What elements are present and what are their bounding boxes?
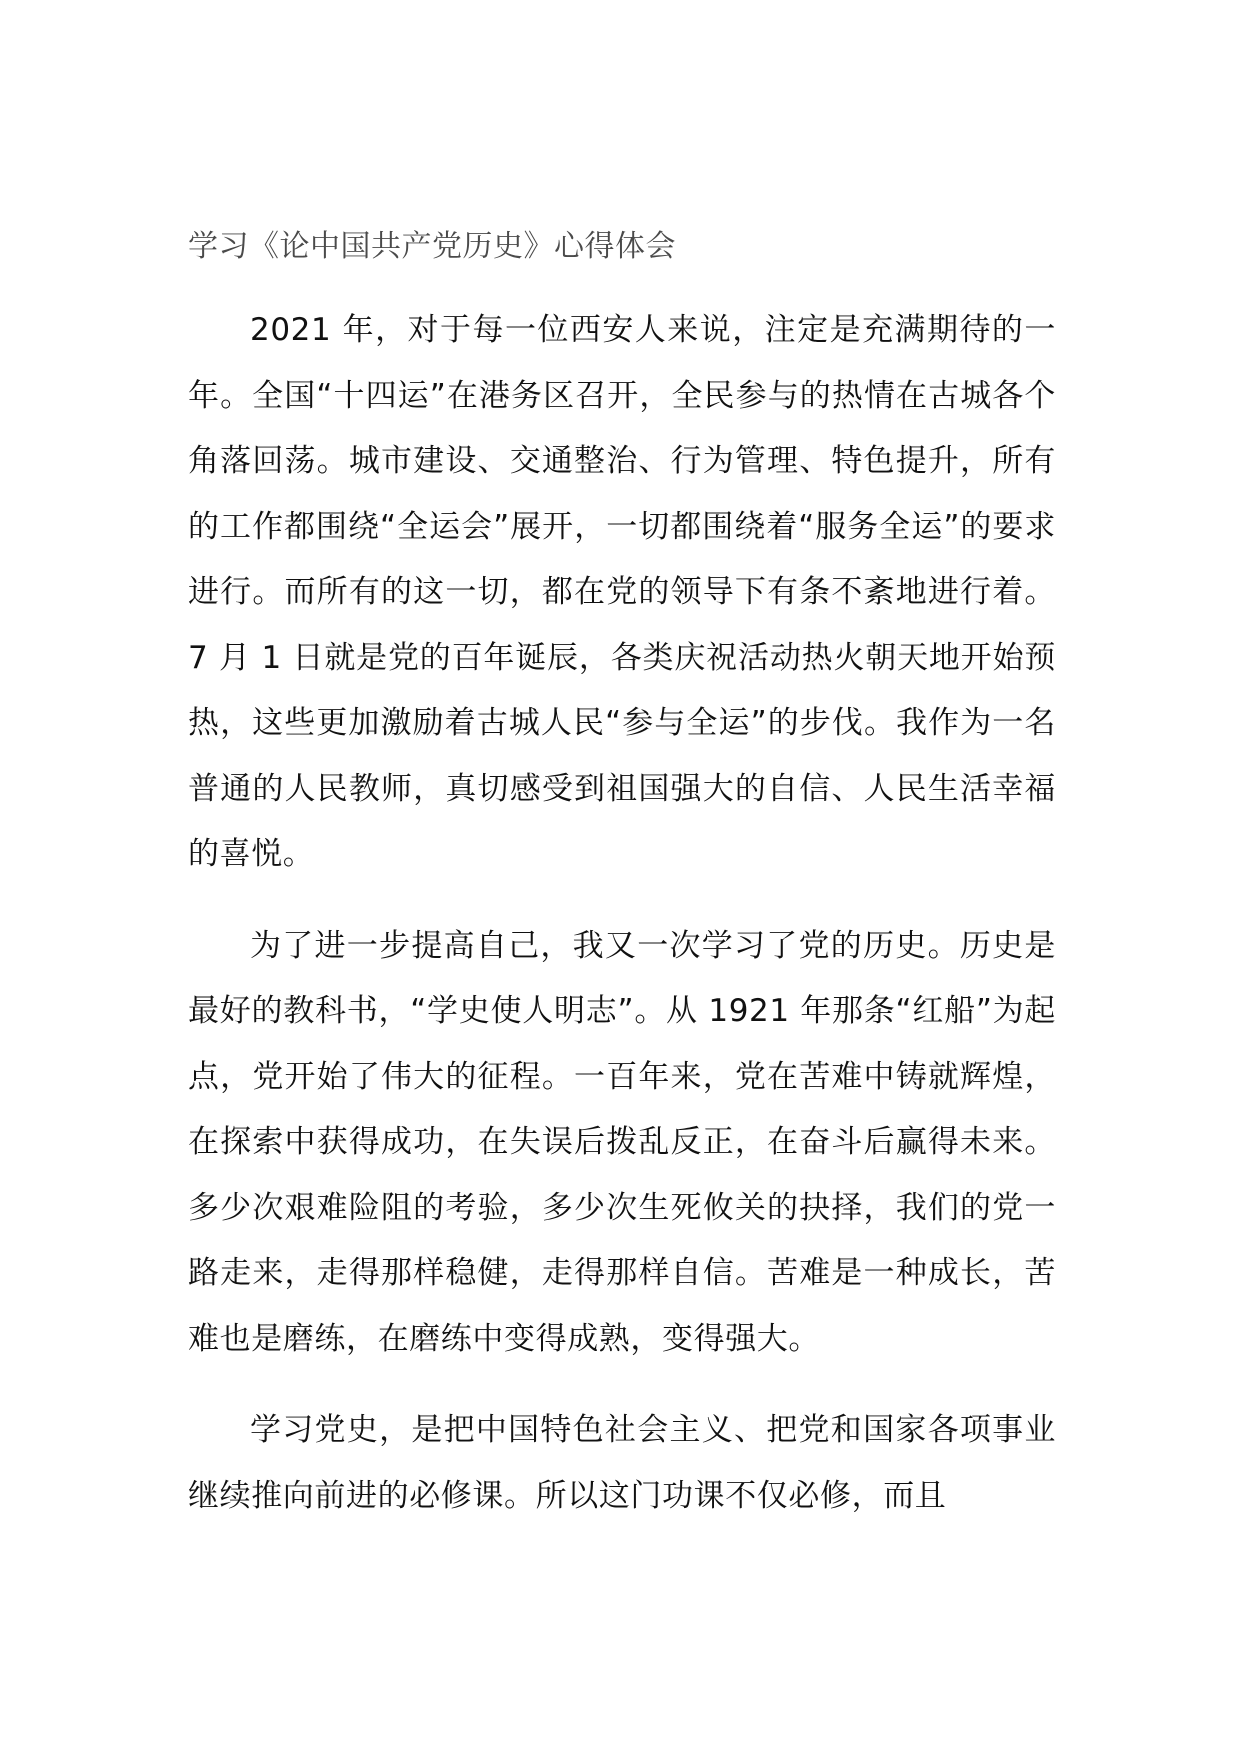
paragraph-2: 为了进一步提高自己，我又一次学习了党的历史。历史是最好的教科书，“学史使人明志”。从 1921 年那条“红船”为起点，党开始了伟大的征程。一百年来，党在苦难中铸就辉煌，在探索中获得成功，在失误后拨乱反正，在奋斗后赢得未来。多少次艰难险阻的考验，多少次生死攸关的抉择，我们的党一路走来，走得那样稳健，走得那样自信。苦难是一种成长，苦难也是磨练，在磨练中变得成熟，变得强大。 bbox=[188, 927, 1056, 1357]
document-body bbox=[188, 218, 1056, 1529]
document-title: 学习《论中国共产党历史》心得体会 bbox=[188, 229, 676, 264]
paragraph-1: 2021 年，对于每一位西安人来说，注定是充满期待的一年。全国“十四运”在港务区召开，全民参与的热情在古城各个角落回荡。城市建设、交通整治、行为管理、特色提升，所有的工作都围绕“全运会”展开，一切都围绕着“服务全运”的要求进行。而所有的这一切，都在党的领导下有条不紊地进行着。7 月 1 日就是党的百年诞辰，各类庆祝活动热火朝天地开始预热，这些更加激励着古城人民“参与全运”的步伐。我作为一名普通的人民教师，真切感受到祖国强大的自信、人民生活幸福的喜悦。 bbox=[188, 312, 1056, 872]
paragraph-3: 学习党史，是把中国特色社会主义、把党和国家各项事业继续推向前进的必修课。所以这门功课不仅必修，而且 bbox=[188, 1412, 1056, 1514]
